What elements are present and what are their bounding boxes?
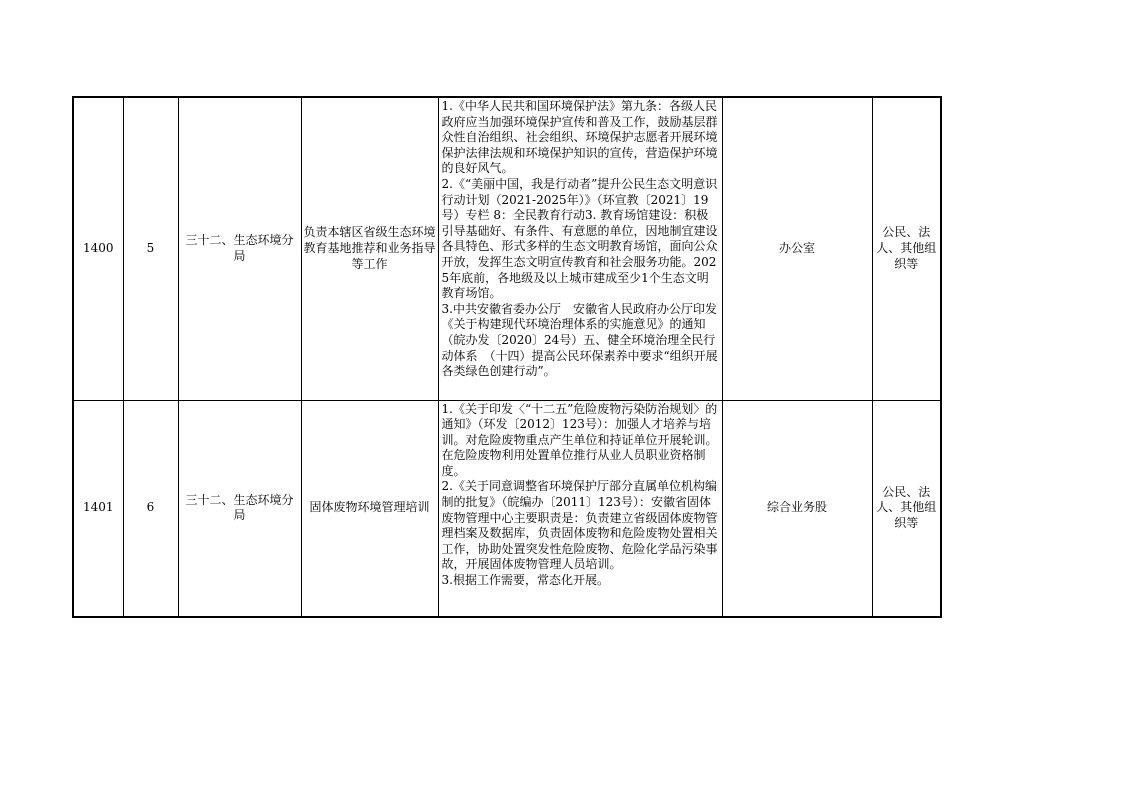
legal-basis-cell bbox=[438, 400, 722, 617]
basis-paragraph: 1.《关于印发〈“十二五”危险废物污染防治规划〉的通知》（环发〔2012〕123号）：加强人才培养与培训。对危险废物重点产生单位和持证单位开展轮训。在危险废物利用处置单位推行从业人员职业资格制度。 bbox=[441, 401, 718, 478]
responsible-unit-cell: 综合业务股 bbox=[722, 400, 872, 617]
item-name-cell: 负责本辖区省级生态环境教育基地推荐和业务指导等工作 bbox=[301, 97, 438, 400]
service-items-table bbox=[72, 96, 942, 618]
table-row bbox=[73, 97, 941, 400]
basis-paragraph: 3.根据工作需要，常态化开展。 bbox=[441, 573, 609, 588]
row-seq-cell: 6 bbox=[123, 400, 178, 617]
basis-paragraph: 3.中共安徽省委办公厅 安徽省人民政府办公厅印发《关于构建现代环境治理体系的实施意见》的通知（皖办发〔2020〕24号）五、健全环境治理全民行动体系 （十四）提高公民环保素养中要求“组织开展各类绿色创建行动”。 bbox=[441, 301, 718, 379]
basis-paragraph: 1.《中华人民共和国环境保护法》第九条：各级人民政府应当加强环境保护宣传和普及工作，鼓励基层群众性自治组织、社会组织、环境保护志愿者开展环境保护法律法规和环境保护知识的宣传，营造保护环境的良好风气。 bbox=[441, 99, 718, 176]
table-row bbox=[73, 400, 941, 617]
service-target-cell: 公民、法人、其他组织等 bbox=[872, 400, 941, 617]
basis-paragraph: 2.《“美丽中国，我是行动者”提升公民生态文明意识行动计划（2021-2025年）》（环宣教〔2021〕19号）专栏 8：全民教育行动3. 教育场馆建设：积极引导基础好、有条件、有意愿的单位，因地制宜建设各具特色、形式多样的生态文明教育场馆，面向公众开放，发挥生态文明宣传教育和社会服务功能。2025年底前，各地级及以上城市建成至少1个生态文明教育场馆。 bbox=[441, 176, 718, 301]
legal-basis-cell bbox=[438, 97, 722, 400]
row-id-cell: 1400 bbox=[73, 97, 123, 400]
department-cell: 三十二、生态环境分局 bbox=[178, 400, 301, 617]
row-seq-cell: 5 bbox=[123, 97, 178, 400]
responsible-unit-cell: 办公室 bbox=[722, 97, 872, 400]
basis-paragraph: 2.《关于同意调整省环境保护厅部分直属单位机构编制的批复》（皖编办〔2011〕123号）：安徽省固体废物管理中心主要职责是：负责建立省级固体废物管理档案及数据库，负责固体废物和危险废物处置相关工作，协助处置突发性危险废物、危险化学品污染事故，开展固体废物管理人员培训。 bbox=[441, 479, 718, 572]
item-name-cell: 固体废物环境管理培训 bbox=[301, 400, 438, 617]
service-target-cell: 公民、法人、其他组织等 bbox=[872, 97, 941, 400]
row-id-cell: 1401 bbox=[73, 400, 123, 617]
department-cell: 三十二、生态环境分局 bbox=[178, 97, 301, 400]
